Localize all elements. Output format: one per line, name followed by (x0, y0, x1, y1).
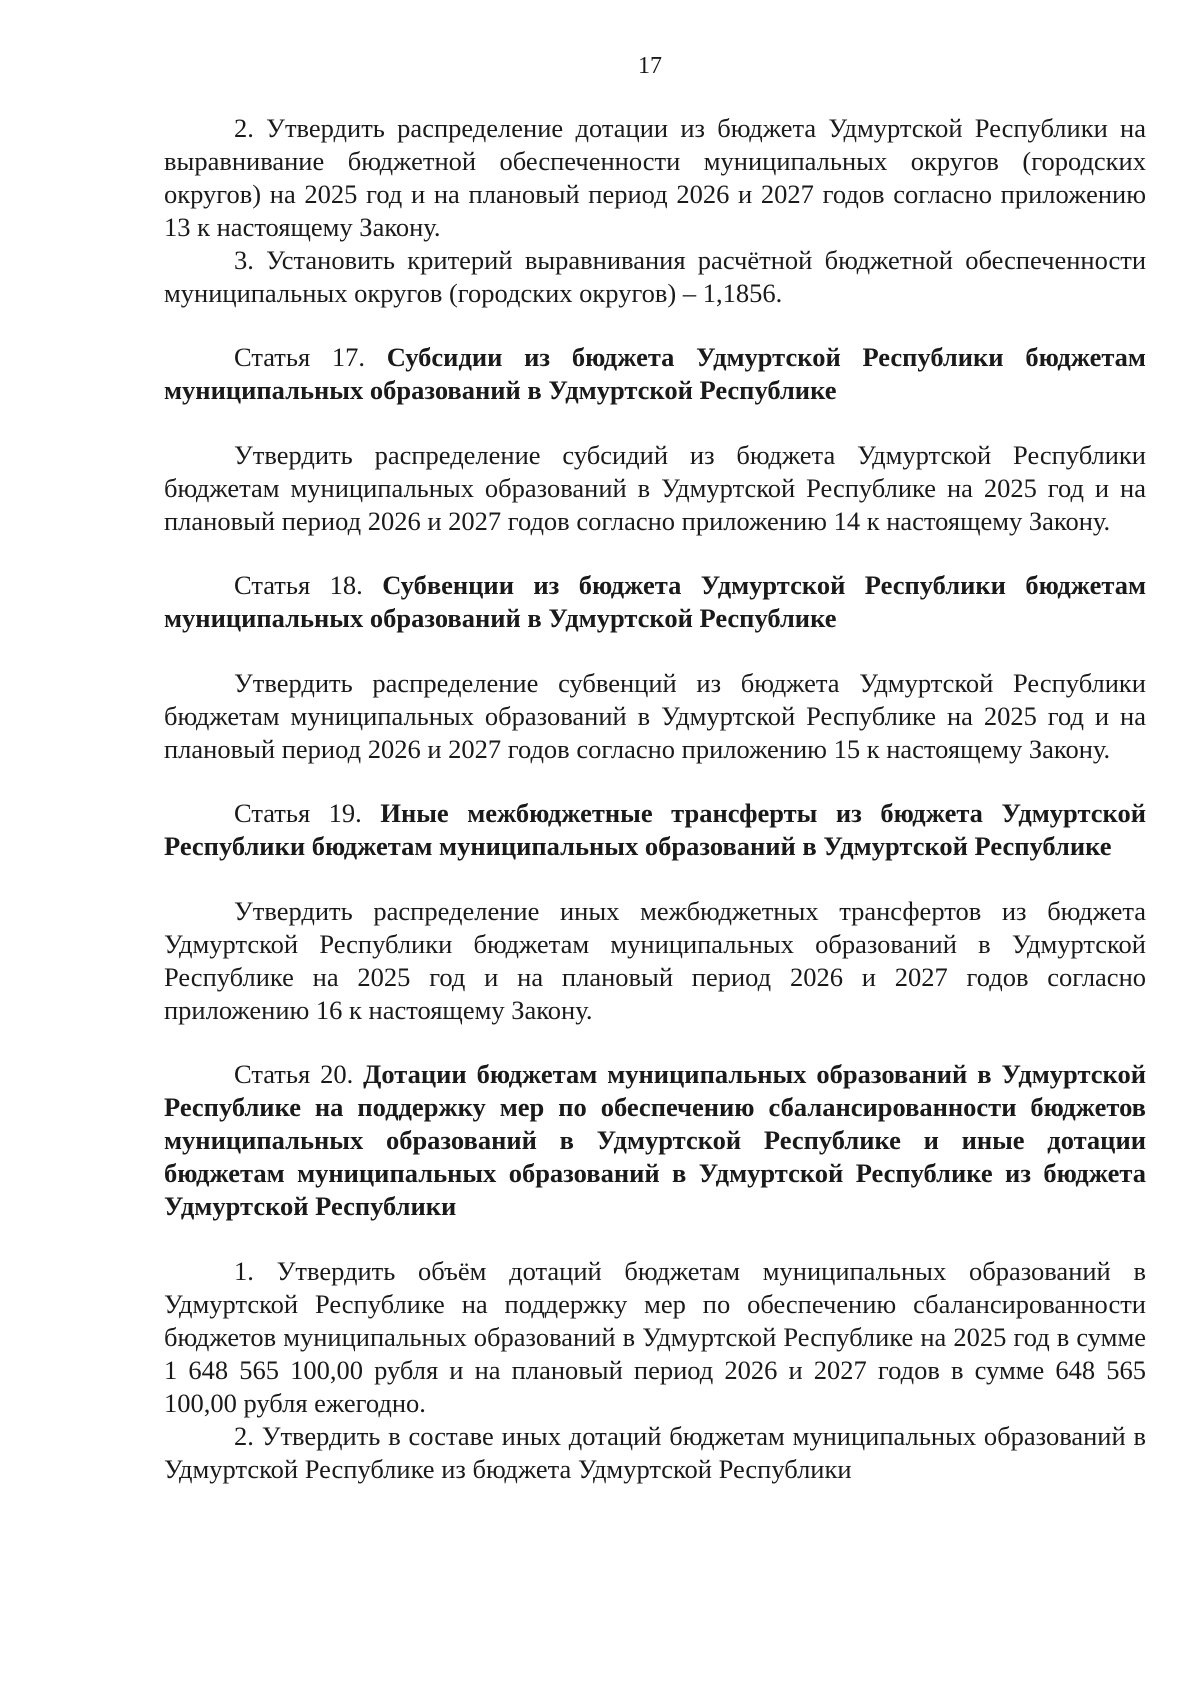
spacer (164, 1027, 1146, 1058)
article-20-paragraph-2: 2. Утвердить в составе иных дотаций бюджетам муниципальных образований в Удмуртской Республике из бюджета Удмуртской Республики (164, 1421, 1146, 1484)
article-20-paragraph-1: 1. Утвердить объём дотаций бюджетам муниципальных образований в Удмуртской Республике на поддержку мер по обеспечению сбалансированности бюджетов муниципальных образований в Удмуртской Республике на 2025 год в сумме 1 648 565 100,00 рубля и на плановый период 2026 и 2027 годов в сумме 648 565 100,00 рубля ежегодно. (164, 1256, 1146, 1418)
article-19-heading (164, 797, 1146, 863)
article-19-text: Утвердить распределение иных межбюджетных трансфертов из бюджета Удмуртской Республики бюджетам муниципальных образований в Удмуртской Республике на 2025 год и на плановый период 2026 и 2027 годов согласно приложению 16 к настоящему Закону. (164, 896, 1146, 1025)
spacer (164, 766, 1146, 797)
article-18-text: Утвердить распределение субвенций из бюджета Удмуртской Республики бюджетам муниципальных образований в Удмуртской Республике на 2025 год и на плановый период 2026 и 2027 годов согласно приложению 15 к настоящему Закону. (164, 668, 1146, 764)
spacer (164, 863, 1146, 895)
article-20-label: Статья 20. (234, 1059, 354, 1089)
paragraph-3-equalization-criterion: 3. Установить критерий выравнивания расчётной бюджетной обеспеченности муниципальных округов (городских округов) – 1,1856. (164, 245, 1146, 308)
article-17-title: Субсидии из бюджета Удмуртской Республики бюджетам муниципальных образований в Удмуртской Республике (164, 342, 1146, 405)
paragraph-2-dotation-distribution: 2. Утвердить распределение дотации из бюджета Удмуртской Республики на выравнивание бюджетной обеспеченности муниципальных округов (городских округов) на 2025 год и на плановый период 2026 и 2027 годов согласно приложению 13 к настоящему Закону. (164, 113, 1146, 242)
page-number: 17 (638, 53, 662, 79)
spacer (164, 407, 1146, 439)
article-19-label: Статья 19. (234, 798, 362, 828)
article-17-label: Статья 17. (234, 342, 366, 372)
article-17-heading (164, 341, 1146, 407)
article-20-title: Дотации бюджетам муниципальных образований в Удмуртской Республике на поддержку мер по обеспечению сбалансированности бюджетов муниципальных образований в Удмуртской Республике и иные дотации бюджетам муниципальных образований в Удмуртской Республике из бюджета Удмуртской Республики (164, 1059, 1146, 1221)
article-18-title: Субвенции из бюджета Удмуртской Республики бюджетам муниципальных образований в Удмуртской Республике (164, 570, 1147, 633)
spacer (164, 635, 1146, 667)
document-body (164, 112, 1146, 1486)
article-17-text: Утвердить распределение субсидий из бюджета Удмуртской Республики бюджетам муниципальных образований в Удмуртской Республике на 2025 год и на плановый период 2026 и 2027 годов согласно приложению 14 к настоящему Закону. (164, 440, 1146, 536)
article-18-label: Статья 18. (234, 570, 363, 600)
article-20-heading (164, 1058, 1146, 1223)
article-19-title: Иные межбюджетные трансферты из бюджета Удмуртской Республики бюджетам муниципальных образований в Удмуртской Республике (164, 798, 1146, 861)
article-18-heading (164, 569, 1146, 635)
spacer (164, 538, 1146, 569)
spacer (164, 1223, 1146, 1255)
spacer (164, 310, 1146, 341)
